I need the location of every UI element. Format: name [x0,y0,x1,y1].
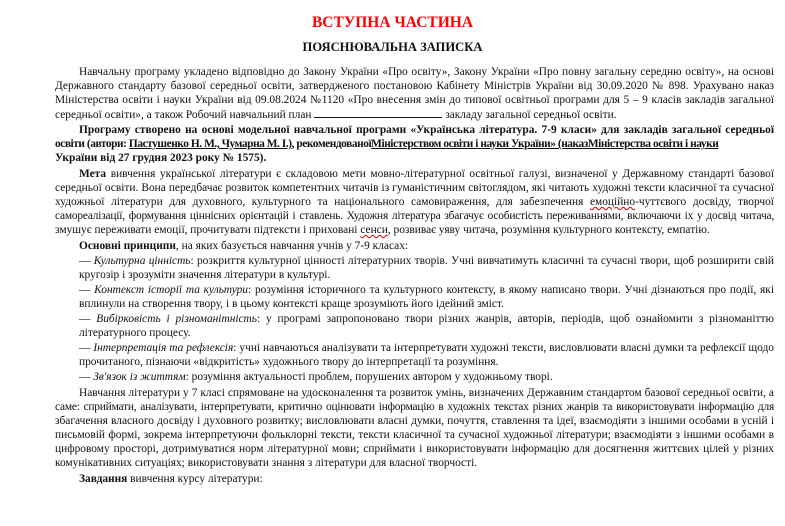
principle-text: : розкриття культурної цінності літературних творів. Учні вивчатимуть класичні та сучасні твори, щоб розширити свій [190,255,774,267]
principle-term: Вибірковість і різноманітність [96,313,257,325]
para2-line-2 [55,137,718,151]
principle-item [79,341,774,355]
para3-line-5-end: , розвиває уяву читача, розуміння культурного контексту, емпатію. [387,224,710,236]
principle-text: : розуміння історичного та культурного контексту, в якому написано твори. Учні дізнаються про події, які [248,284,774,296]
document-title: ВСТУПНА ЧАСТИНА [311,14,474,31]
principles-intro [79,239,408,253]
principle-term: Культурна цінність [93,255,191,267]
para5-line-3: збагачення власного досвіду і духовного розвитку; висловлювати власні думки, почуття, ставлення та ідеї, взаємодіяти з іншими особами в усній і [55,415,774,427]
principle-dash: — [79,255,91,267]
para5-line-5: цифровому просторі, дотримуватися норм літературної мови; сприймати і використовувати інформацію для досягнення життєвих цілей у різних [55,443,774,455]
tasks-heading [79,472,263,486]
para2-authors-lead: освіти (автори: [55,138,129,150]
principle-item-cont: літературного процесу. [79,327,191,339]
principle-term: Інтерпретація та рефлексія [93,342,234,354]
para1-line-4 [55,107,617,122]
principle-text: : у програмі запропоновано твори різних жанрів, авторів, періодів, щоб ознайомити з різноманіттю [256,313,774,325]
para1-school-text: закладу загальної середньої освіти. [445,109,617,121]
para3-line-5 [55,223,710,237]
para3-line-4: самореалізації, формування ціннісних орієнтацій і ставлень. Художня література збагачує особистість переживаннями, включаючи ix у досвід читача, [55,210,774,222]
para5-line-4: письмовій формі, зокрема інтерпретуючи фольклорні тексти, тексти класичної та сучасної художньої літератури; взаємодіяти з іншими особами в [55,429,774,441]
para1-line-1: Навчальну програму укладено відповідно до Закону України «Про освіту», Закону України «Про повну загальну середню освіту», на основі [79,66,774,78]
principle-item-cont: кругозір і зрозуміти значення літератури в культурі. [79,269,331,281]
school-name-blank [314,107,442,118]
para3-line-5-text: змушує переживати емоції, прочитувати підтексти і приховані [55,224,361,236]
principle-item [79,254,774,268]
principle-dash: — [79,342,91,354]
principle-item-cont: прочитаного, пізнаючи «відкритість» художнього твору до інтерпретації та розуміння. [79,356,499,368]
tasks-lead: Завдання [79,473,128,485]
para3-lead: Мета [79,168,107,180]
principle-term: Контекст історії та культури [94,284,248,296]
para3-line-3-text: художньої літератури для духовного, культурного та національного самовираження, для забезпечення [55,196,584,208]
para2-line-1: Програму створено на основі модельної навчальної програми «Українська література. 7-9 класи» для закладів загальної середньої [79,124,774,136]
para3-line-3 [55,195,774,209]
para3-spelling-flag: емоційно [589,196,636,208]
tasks-text: вивчення курсу літератури: [127,473,263,485]
para1-line-3: Міністерства освіти і науки України від 09.08.2024 №1120 «Про внесення змін до типової освітньої програми для 5 – 9 класів закладів загальної [55,94,774,106]
principle-term: Зв'язок із життям [93,371,186,383]
para3-line-1 [79,167,774,181]
document-subtitle: ПОЯСНЮВАЛЬНА ЗАПИСКА [302,40,483,54]
principle-text: : розуміння актуальності проблем, порушених автором у художньому творі. [185,371,553,383]
para3-line-3-end: -чуттєвого досвіду, творчої [635,196,774,208]
principle-text: : учні навчаються аналізувати та інтерпретувати художні тексти, висловлювати власні думки та рефлексії щодо [233,342,774,354]
para2-line-3: України від 27 грудня 2023 року № 1575). [55,152,267,164]
para2-ministry-order: Міністерства освіти і науки [587,138,719,150]
para2-ministry: Міністерством освіти і науки України» (наказ [371,138,588,150]
principle-dash: — [79,313,91,325]
principle-dash: — [79,284,91,296]
principles-lead: Основні принципи [79,240,176,252]
principle-item [79,370,553,384]
para3-spelling-flag-2: сенси [360,224,388,236]
para1-line-2: Державного стандарту базової середньої освіти, затвердженого постановою Кабінету Міністрів України від 30.09.2020 № 898. Урахувано наказ [55,80,774,92]
principle-item-cont: вплинули на створення твору, і в цьому контексті краще зрозуміють його ідейний зміст. [79,298,504,310]
para5-line-6: комунікативних ситуаціях; використовувати знання з літератури для власної творчості. [55,457,478,469]
para5-line-1: Навчання літератури у 7 класі спрямоване на удосконалення та розвиток умінь, визначених Державним стандартом базової середньої освіти, а [79,387,774,399]
principles-intro-text: , на яких базується навчання учнів у 7-9 класах: [175,240,409,252]
principle-item [79,312,774,326]
para3-line-1-text: вивчення української літератури є складовою мети мовно-літературної освітньої галузі, визначеної у Державному стандарті базової [106,168,774,180]
para5-line-2: саме: сприймати, аналізувати, інтерпретувати, критично оцінювати інформацію в художніх текстах різних жанрів та використовувати інформацію для [55,401,774,413]
principle-item [79,283,774,297]
para2-recommended: , рекомендованої [291,138,372,150]
para3-line-2: середньої освіти. Вона передбачає розвиток компетентних читачів із гуманістичним світоглядом, які читають художні тексти класичної та сучасної [55,182,774,194]
para1-plan-text: середньої освіти», а також Робочий навчальний план [55,109,312,121]
para2-authors-names: Пастушенко Н. М., Чумарна М. І.) [128,138,292,150]
principle-dash: — [79,371,91,383]
